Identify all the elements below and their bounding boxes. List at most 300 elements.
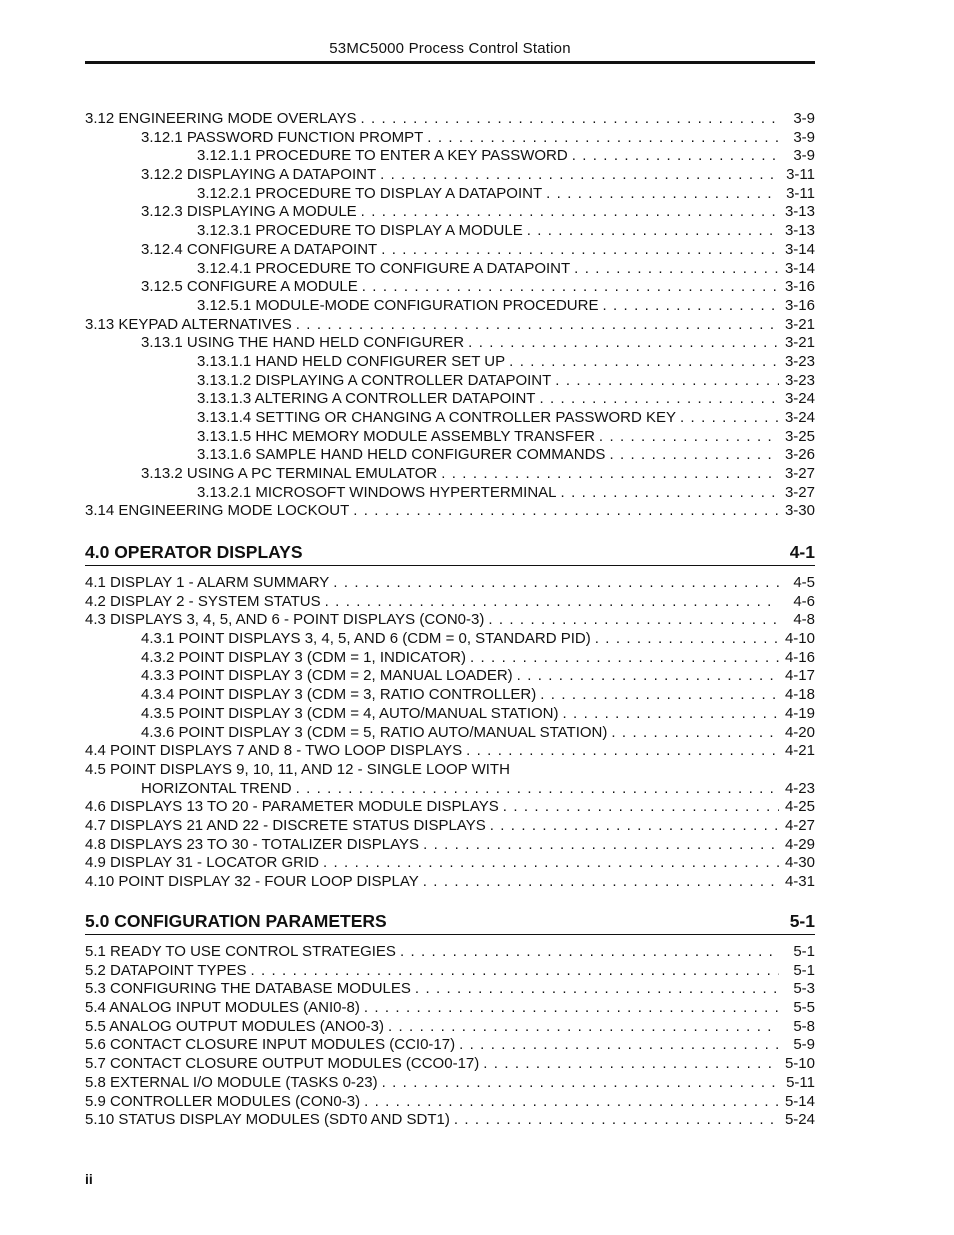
toc-entry-title [141, 667, 517, 686]
toc-entry-text: CONTACT CLOSURE OUTPUT MODULES (CCO0-17) [110, 1055, 480, 1073]
toc-entry-text: PASSWORD FUNCTION PROMPT [186, 128, 424, 146]
toc-entry-page: 4-6 [779, 593, 815, 612]
toc-entry-title [141, 630, 595, 649]
toc-entry-number: 3.13.1.4 [197, 409, 252, 426]
toc-entry-number: 4.4 [85, 742, 106, 760]
toc-entry-title [197, 409, 680, 428]
dot-leader [423, 873, 779, 892]
dot-leader [490, 817, 779, 836]
dot-leader [250, 962, 779, 981]
toc-entry-page: 3-13 [779, 222, 815, 241]
toc-entry-number: 4.2 [85, 592, 106, 610]
toc-entry[interactable] [85, 129, 815, 148]
section-heading-page: 4-1 [789, 542, 815, 562]
toc-entry-title [85, 1018, 388, 1037]
toc-entry[interactable] [85, 241, 815, 260]
toc-entry-text: SETTING OR CHANGING A CONTROLLER PASSWORD KEY [255, 409, 677, 426]
toc-entry-text: MODULE-MODE CONFIGURATION PROCEDURE [255, 296, 599, 314]
toc-entry-number: 4.7 [85, 816, 106, 834]
toc-entry-title [197, 390, 539, 409]
toc-entry-page: 3-27 [779, 465, 815, 484]
dot-leader [325, 593, 779, 612]
toc-entry-title [141, 203, 361, 222]
toc-entry-number: 3.12.5 [141, 278, 183, 296]
dot-leader [539, 390, 779, 409]
toc-entry-text: READY TO USE CONTROL STRATEGIES [110, 943, 396, 960]
toc-entry-page: 4-20 [779, 724, 815, 743]
dot-leader [609, 446, 779, 465]
toc-entry-text: POINT DISPLAY 3 (CDM = 5, RATIO AUTO/MANUAL STATION) [178, 723, 608, 741]
toc-entry[interactable] [85, 999, 815, 1018]
toc-entry[interactable] [85, 372, 815, 391]
toc-entry-text: HHC MEMORY MODULE ASSEMBLY TRANSFER [255, 427, 595, 445]
toc-entry-page: 3-27 [779, 484, 815, 503]
toc-entry-title [197, 428, 599, 447]
toc-entry-number: 5.2 [85, 961, 106, 979]
toc-entry-page: 3-14 [779, 260, 815, 279]
toc-entry-title [197, 353, 509, 372]
toc-entry-text: USING A PC TERMINAL EMULATOR [186, 465, 438, 483]
toc-entry-page: 3-9 [779, 129, 815, 148]
toc-entry-text: DATAPOINT TYPES [110, 961, 247, 979]
toc-entry-text: ANALOG INPUT MODULES (ANI0-8) [109, 999, 360, 1017]
dot-leader [415, 980, 779, 999]
toc-entry[interactable] [85, 260, 815, 279]
toc-entry-text: CONFIGURING THE DATABASE MODULES [110, 980, 411, 998]
toc-entry-text: DISPLAYS 3, 4, 5, AND 6 - POINT DISPLAYS (CON0-3) [110, 611, 485, 629]
toc-entry-title [141, 705, 563, 724]
section-heading-title: 4.0 OPERATOR DISPLAYS [85, 542, 303, 562]
toc-entry-page: 4-19 [779, 705, 815, 724]
toc-entry-number: 5.4 [85, 999, 106, 1017]
toc-entry[interactable] [85, 110, 815, 129]
toc-entry-text: ALTERING A CONTROLLER DATAPOINT [254, 390, 536, 408]
toc-entry[interactable] [85, 185, 815, 204]
toc-entry-number: 4.3.4 [141, 686, 175, 704]
toc-entry-text: DISPLAYS 13 TO 20 - PARAMETER MODULE DISPLAYS [110, 798, 499, 816]
dot-leader [296, 316, 779, 335]
toc-entry-page: 4-27 [779, 817, 815, 836]
toc-section-5 [85, 910, 815, 1130]
toc-entry-title [85, 962, 250, 981]
toc-entry-number: 3.13.1 [141, 334, 183, 352]
toc-entry[interactable] [85, 1055, 815, 1074]
dot-leader [466, 742, 779, 761]
toc-entry-number: 4.8 [85, 835, 106, 853]
toc-entry[interactable] [85, 836, 815, 855]
dot-leader [333, 574, 779, 593]
toc-entry-number: 4.10 [85, 873, 115, 890]
toc-entry-number: 3.12.3 [141, 203, 183, 221]
toc-entry-page: 4-29 [779, 836, 815, 855]
toc-entries [85, 574, 815, 892]
toc-entry-number: 3.13.2.1 [197, 483, 252, 501]
toc-entry-title [141, 465, 441, 484]
toc-entry-text: DISPLAYING A CONTROLLER DATAPOINT [255, 371, 552, 389]
dot-leader [503, 798, 779, 817]
dot-leader [680, 409, 779, 428]
toc-entry-text: DISPLAY 1 - ALARM SUMMARY [110, 574, 330, 591]
toc-entry-number: 4.6 [85, 798, 106, 816]
toc-entry-title [85, 999, 364, 1018]
toc-entry-text: DISPLAYING A MODULE [186, 203, 357, 221]
toc-entry-page: 5-3 [779, 980, 815, 999]
dot-leader [364, 999, 779, 1018]
dot-leader [360, 110, 779, 129]
toc-entry[interactable] [85, 316, 815, 335]
toc-entry-number: 5.8 [85, 1073, 106, 1091]
toc-entry-text: PROCEDURE TO DISPLAY A DATAPOINT [255, 184, 543, 202]
toc-entry-title [85, 742, 466, 761]
toc-entry-title [85, 1036, 459, 1055]
toc-entry-page: 3-9 [779, 110, 815, 129]
dot-leader [599, 428, 779, 447]
toc-entry-text: EXTERNAL I/O MODULE (TASKS 0-23) [110, 1073, 378, 1091]
toc-entry-title [197, 372, 555, 391]
toc-entry[interactable] [85, 297, 815, 316]
running-header-title: 53MC5000 Process Control Station [329, 40, 571, 57]
dot-leader [454, 1111, 779, 1130]
toc-entry-page: 3-11 [779, 185, 815, 204]
dot-leader [470, 649, 779, 668]
toc-entry-number: 4.3.5 [141, 704, 175, 722]
toc-entry-text: DISPLAY 31 - LOCATOR GRID [110, 854, 319, 872]
toc-entry-text: PROCEDURE TO DISPLAY A MODULE [255, 222, 523, 240]
toc-entry-number: 5.9 [85, 1092, 106, 1110]
toc-entry-text: POINT DISPLAY 3 (CDM = 1, INDICATOR) [178, 648, 466, 666]
toc-entry[interactable] [85, 873, 815, 892]
toc-entry-page: 4-30 [779, 854, 815, 873]
toc-entry[interactable] [85, 611, 815, 630]
toc-entry-page: 4-10 [779, 630, 815, 649]
toc-entry-number: 3.12.2.1 [197, 184, 252, 202]
toc-entry-title [197, 446, 609, 465]
toc-entry-title [85, 873, 423, 892]
toc-entry[interactable] [85, 854, 815, 873]
dot-leader [572, 147, 779, 166]
dot-leader [353, 502, 779, 521]
dot-leader [423, 836, 779, 855]
toc-entry-text: PROCEDURE TO ENTER A KEY PASSWORD [255, 147, 568, 165]
toc-entry-number: 5.7 [85, 1055, 106, 1073]
toc-entry-text: PROCEDURE TO CONFIGURE A DATAPOINT [255, 259, 571, 277]
section-heading-title: 5.0 CONFIGURATION PARAMETERS [85, 911, 387, 931]
toc-entry-text: POINT DISPLAY 32 - FOUR LOOP DISPLAY [118, 873, 419, 890]
toc-entry-number: 5.10 [85, 1111, 115, 1129]
toc-entry-text: POINT DISPLAY 3 (CDM = 3, RATIO CONTROLLER) [178, 686, 537, 704]
toc-entry-number: 3.13.1.1 [197, 352, 252, 370]
toc-entry-title [85, 110, 360, 129]
toc-entry-title [141, 278, 362, 297]
toc-entry-number: 3.13.1.2 [197, 371, 252, 389]
toc-entry-page: 3-13 [779, 203, 815, 222]
toc-entry-text: POINT DISPLAY 3 (CDM = 4, AUTO/MANUAL STATION) [178, 704, 559, 722]
toc-entry-title [85, 593, 325, 612]
toc-entry[interactable] [85, 574, 815, 593]
toc-entry-title [85, 798, 503, 817]
toc-entry-number: 4.3.6 [141, 723, 175, 741]
toc-entry[interactable] [85, 943, 815, 962]
toc-entry-number: 3.12.4.1 [197, 259, 252, 277]
toc-entry-text: ENGINEERING MODE OVERLAYS [118, 110, 357, 127]
dot-leader [362, 278, 779, 297]
toc-entry-page: 3-11 [779, 166, 815, 185]
toc-entry-title [141, 724, 611, 743]
toc-entry-number: 3.13.2 [141, 465, 183, 483]
dot-leader [595, 630, 779, 649]
dot-leader [361, 203, 779, 222]
toc-entry[interactable] [85, 166, 815, 185]
toc-entry-page: 5-1 [779, 943, 815, 962]
toc-entry-text: DISPLAYS 23 TO 30 - TOTALIZER DISPLAYS [110, 835, 420, 853]
toc-entry-page: 5-8 [779, 1018, 815, 1037]
toc-entry[interactable] [85, 1036, 815, 1055]
toc-entry-title [85, 980, 415, 999]
toc-entry[interactable] [85, 649, 815, 668]
toc-entry-number: 3.13.1.3 [197, 390, 252, 408]
toc-entry-number: 3.12.1.1 [197, 147, 252, 165]
toc-entry[interactable] [85, 428, 815, 447]
toc-entry-page: 3-25 [779, 428, 815, 447]
toc-entry-page: 5-11 [779, 1074, 815, 1093]
toc-entry-number: 5.5 [85, 1017, 106, 1035]
toc-entry-page: 5-10 [779, 1055, 815, 1074]
toc-entry-number: 5.3 [85, 980, 106, 998]
toc-entry-number: 3.12.3.1 [197, 222, 252, 240]
toc-entry-number: 5.6 [85, 1036, 106, 1054]
toc-entry-number: 4.1 [85, 574, 106, 591]
toc-entry[interactable] [85, 1074, 815, 1093]
section-heading[interactable] [85, 910, 815, 935]
toc-entry[interactable] [85, 222, 815, 241]
toc-entry-page: 4-17 [779, 667, 815, 686]
toc-entry[interactable] [85, 705, 815, 724]
toc-entry-text: KEYPAD ALTERNATIVES [118, 315, 292, 333]
toc-entry-number: 4.3.1 [141, 630, 175, 648]
toc-entry-title [141, 129, 427, 148]
dot-leader [488, 611, 779, 630]
toc-entry[interactable] [85, 667, 815, 686]
toc-entry[interactable] [85, 465, 815, 484]
dot-leader [509, 353, 779, 372]
toc-entry-title [197, 222, 527, 241]
section-heading-page: 5-1 [789, 911, 815, 931]
toc-entry[interactable] [85, 962, 815, 981]
toc-entry[interactable] [85, 203, 815, 222]
dot-leader [555, 372, 779, 391]
toc-entry[interactable] [85, 1093, 815, 1112]
dot-leader [441, 465, 779, 484]
toc-entry-title [197, 484, 561, 503]
toc-entry-page: 4-8 [779, 611, 815, 630]
toc-entry-title [85, 1055, 483, 1074]
toc-entry-page: 5-9 [779, 1036, 815, 1055]
toc-entry-text: CONTACT CLOSURE INPUT MODULES (CCI0-17) [110, 1036, 456, 1054]
toc-entry-text: POINT DISPLAYS 9, 10, 11, AND 12 - SINGLE LOOP WITH [110, 760, 510, 778]
toc-entry-title [85, 1093, 364, 1112]
toc-entry-number: 4.3 [85, 611, 106, 629]
toc-entry-page: 5-5 [779, 999, 815, 1018]
dot-leader [380, 166, 779, 185]
toc-entry[interactable] [85, 409, 815, 428]
toc-entry-page: 3-26 [779, 446, 815, 465]
toc-entry-text: DISPLAYING A DATAPOINT [186, 166, 377, 184]
toc-section-3 [85, 110, 815, 521]
toc-entry-text: MICROSOFT WINDOWS HYPERTERMINAL [255, 483, 557, 501]
toc-entry-text: STATUS DISPLAY MODULES (SDT0 AND SDT1) [118, 1111, 450, 1129]
toc-entry-title [85, 1074, 382, 1093]
toc-entry-number: 3.14 [85, 502, 115, 520]
toc-entry-number: 3.12 [85, 110, 115, 127]
toc-entry-page: 4-16 [779, 649, 815, 668]
toc-entry-page: 5-1 [779, 962, 815, 981]
toc-entry-page: 3-21 [779, 334, 815, 353]
toc-entry-page: 3-16 [779, 297, 815, 316]
toc-entry-text: HAND HELD CONFIGURER SET UP [255, 352, 506, 370]
toc-entry-page: 3-9 [779, 147, 815, 166]
toc-entry[interactable] [85, 980, 815, 999]
toc-entry[interactable] [85, 1018, 815, 1037]
toc-entry-title [85, 316, 296, 335]
toc-entry-title [85, 1111, 454, 1130]
toc-entry-page: 3-23 [779, 353, 815, 372]
toc-entry-text: CONFIGURE A MODULE [186, 278, 358, 296]
toc-entry-number: 5.1 [85, 943, 106, 960]
dot-leader [563, 705, 780, 724]
toc-entry-title [85, 761, 514, 780]
toc-entry-title [197, 147, 572, 166]
toc-entry[interactable] [85, 502, 815, 521]
toc-entry[interactable] [85, 630, 815, 649]
toc-entry-page: 4-18 [779, 686, 815, 705]
toc-entry[interactable] [85, 147, 815, 166]
header-rule [85, 61, 815, 64]
toc-entry-text: POINT DISPLAYS 7 AND 8 - TWO LOOP DISPLAYS [110, 742, 463, 760]
toc-entry[interactable] [85, 817, 815, 836]
toc-entry[interactable] [85, 484, 815, 503]
toc-entry-page: 4-25 [779, 798, 815, 817]
toc-entry[interactable] [85, 742, 815, 761]
toc-entry-text: SAMPLE HAND HELD CONFIGURER COMMANDS [255, 446, 606, 464]
toc-entry-number: 4.5 [85, 760, 106, 778]
section-heading[interactable] [85, 541, 815, 566]
dot-leader [296, 780, 779, 799]
toc-entry-page: 3-14 [779, 241, 815, 260]
toc-entry-title [85, 574, 333, 593]
toc-entry-number: 4.3.2 [141, 648, 175, 666]
toc-entry-text: HORIZONTAL TREND [141, 779, 292, 797]
toc-entry-page: 5-14 [779, 1093, 815, 1112]
toc-entry-title [197, 297, 602, 316]
toc-entry-number: 4.9 [85, 854, 106, 872]
toc-entry-title [85, 854, 323, 873]
toc-entry-page: 3-24 [779, 409, 815, 428]
toc-entry[interactable] [85, 724, 815, 743]
toc-entry-title [141, 166, 380, 185]
toc-entry-number: 3.13.1.6 [197, 446, 252, 464]
toc-entry-page: 4-23 [779, 780, 815, 799]
dot-leader [400, 943, 779, 962]
dot-leader [483, 1055, 779, 1074]
toc-entry-page: 3-24 [779, 390, 815, 409]
toc-entry-number: 3.12.2 [141, 166, 183, 184]
toc-entry[interactable] [85, 761, 815, 780]
toc-entry-page: 3-16 [779, 278, 815, 297]
toc-entry-page: 4-31 [779, 873, 815, 892]
toc-entry-text: DISPLAY 2 - SYSTEM STATUS [110, 592, 321, 610]
dot-leader [574, 260, 779, 279]
dot-leader [517, 667, 779, 686]
dot-leader [561, 484, 779, 503]
dot-leader [540, 686, 779, 705]
toc-entry-page: 5-24 [779, 1111, 815, 1130]
dot-leader [364, 1093, 779, 1112]
toc-entry[interactable] [85, 686, 815, 705]
dot-leader [427, 129, 779, 148]
toc-entry-text: DISPLAYS 21 AND 22 - DISCRETE STATUS DISPLAYS [110, 816, 486, 834]
dot-leader [459, 1036, 779, 1055]
dot-leader [388, 1018, 779, 1037]
toc-entry-text: ENGINEERING MODE LOCKOUT [118, 502, 350, 520]
toc-entry-title [141, 334, 468, 353]
toc-entry-title [141, 241, 381, 260]
toc-entry[interactable] [85, 1111, 815, 1130]
toc-entry[interactable] [85, 780, 815, 799]
toc-entry[interactable] [85, 798, 815, 817]
toc-entry-title [197, 260, 574, 279]
toc-section-4 [85, 541, 815, 892]
toc-entry-title [85, 780, 296, 799]
toc-entry-title [85, 943, 400, 962]
dot-leader [323, 854, 779, 873]
dot-leader [468, 334, 779, 353]
toc-entry-title [141, 686, 540, 705]
page-number: ii [85, 1171, 93, 1187]
toc-entry[interactable] [85, 334, 815, 353]
dot-leader [382, 1074, 779, 1093]
dot-leader [546, 185, 779, 204]
toc-entry-title [85, 836, 423, 855]
toc-entry-title [85, 611, 488, 630]
dot-leader [381, 241, 779, 260]
toc-entry-text: USING THE HAND HELD CONFIGURER [186, 334, 465, 352]
toc-entry-title [141, 649, 470, 668]
toc-entry-title [85, 502, 353, 521]
toc-entry-number: 3.12.4 [141, 240, 183, 258]
toc-entry[interactable] [85, 353, 815, 372]
dot-leader [602, 297, 779, 316]
toc-entry-text: CONFIGURE A DATAPOINT [186, 240, 378, 258]
toc-entry-text: CONTROLLER MODULES (CON0-3) [110, 1092, 361, 1110]
toc-entry-number: 3.12.1 [141, 128, 183, 146]
toc-entry-text: ANALOG OUTPUT MODULES (ANO0-3) [109, 1017, 384, 1035]
toc-entry-page: 4-21 [779, 742, 815, 761]
toc-entry-number: 3.12.5.1 [197, 296, 252, 314]
toc-entry[interactable] [85, 390, 815, 409]
toc-entry[interactable] [85, 446, 815, 465]
toc-entry-page: 3-30 [779, 502, 815, 521]
toc-entry[interactable] [85, 278, 815, 297]
dot-leader [527, 222, 779, 241]
toc-entry-title [197, 185, 546, 204]
toc-entry-text: POINT DISPLAY 3 (CDM = 2, MANUAL LOADER) [178, 667, 513, 685]
toc-entry-text: POINT DISPLAYS 3, 4, 5, AND 6 (CDM = 0, STANDARD PID) [178, 630, 591, 648]
toc-entry-page: 4-5 [779, 574, 815, 593]
toc-entry[interactable] [85, 593, 815, 612]
toc-entry-page: 3-23 [779, 372, 815, 391]
toc-entry-page: 3-21 [779, 316, 815, 335]
toc-entry-number: 3.13 [85, 315, 115, 333]
